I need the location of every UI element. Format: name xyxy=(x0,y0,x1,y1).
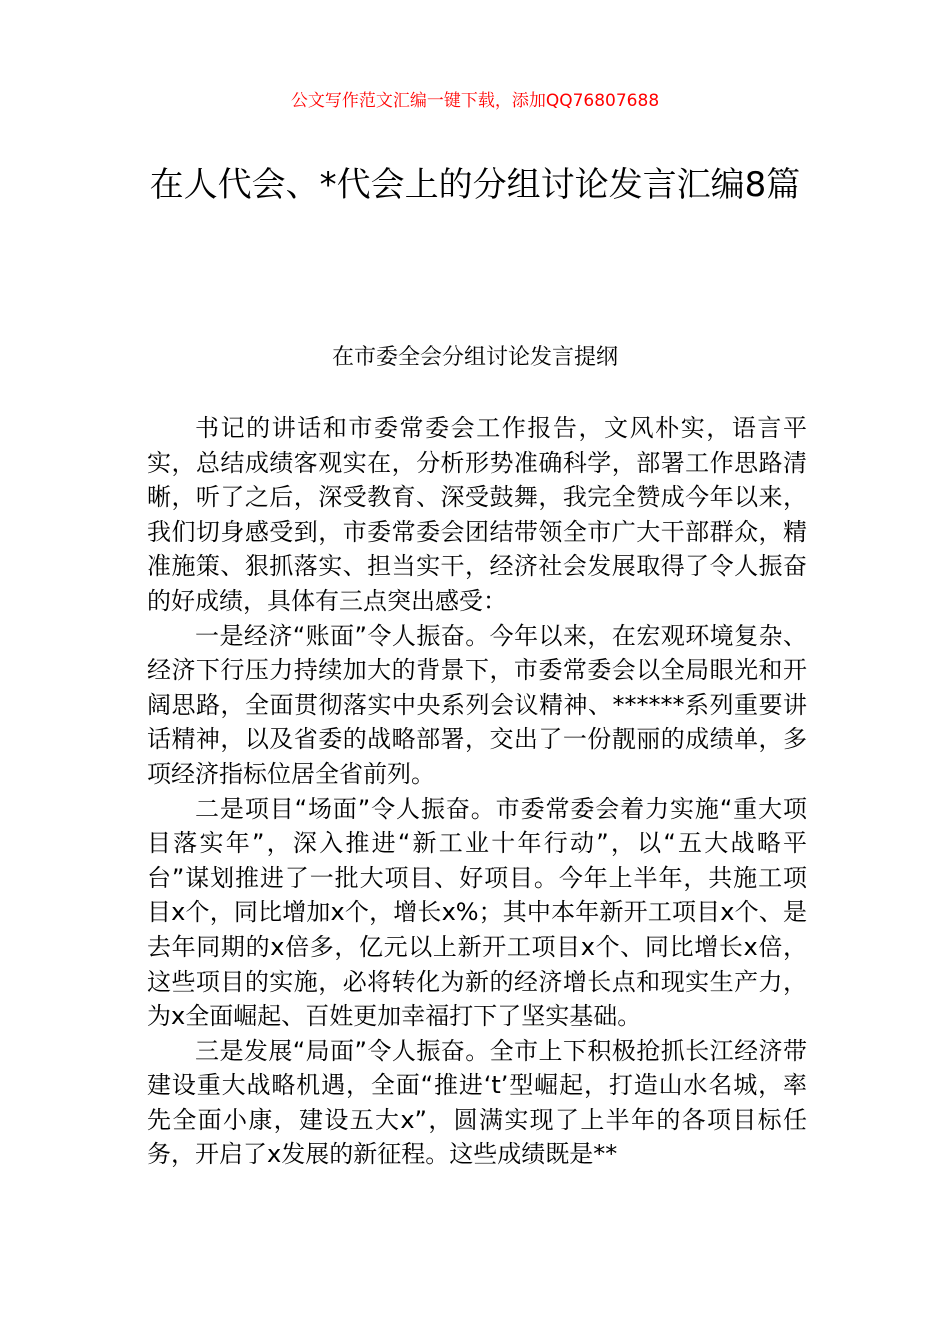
body-paragraph: 书记的讲话和市委常委会工作报告，文风朴实，语言平实，总结成绩客观实在，分析形势准确科学，部署工作思路清晰，听了之后，深受教育、深受鼓舞，我完全赞成今年以来，我们切身感受到，市委常委会团结带领全市广大干部群众，精准施策、狠抓落实、担当实干，经济社会发展取得了令人振奋的好成绩，具体有三点突出感受： xyxy=(147,414,807,615)
document-body xyxy=(147,411,807,1172)
body-paragraph: 一是经济“账面”令人振奋。今年以来，在宏观环境复杂、经济下行压力持续加大的背景下，市委常委会以全局眼光和开阔思路，全面贯彻落实中央系列会议精神、******系列重要讲话精神，以及省委的战略部署，交出了一份靓丽的成绩单，多项经济指标位居全省前列。 xyxy=(147,621,807,788)
header-banner: 公文写作范文汇编一键下载，添加QQ76807688 xyxy=(290,91,660,111)
body-paragraph: 三是发展“局面”令人振奋。全市上下积极抢抓长江经济带建设重大战略机遇，全面“推进‘t’型崛起，打造山水名城，率先全面小康，建设五大x”，圆满实现了上半年的各项目标任务，开启了x发展的新征程。这些成绩既是** xyxy=(147,1036,807,1169)
document-subtitle: 在市委全会分组讨论发言提纲 xyxy=(331,345,618,370)
body-paragraph: 二是项目“场面”令人振奋。市委常委会着力实施“重大项目落实年”，深入推进“新工业十年行动”，以“五大战略平台”谋划推进了一批大项目、好项目。今年上半年，共施工项目x个，同比增加x个，增长x%；其中本年新开工项目x个、是去年同期的x倍多，亿元以上新开工项目x个、同比增长x倍，这些项目的实施，必将转化为新的经济增长点和现实生产力，为x全面崛起、百姓更加幸福打下了坚实基础。 xyxy=(147,794,807,1031)
document-title: 在人代会、*代会上的分组讨论发言汇编8篇 xyxy=(149,165,801,205)
